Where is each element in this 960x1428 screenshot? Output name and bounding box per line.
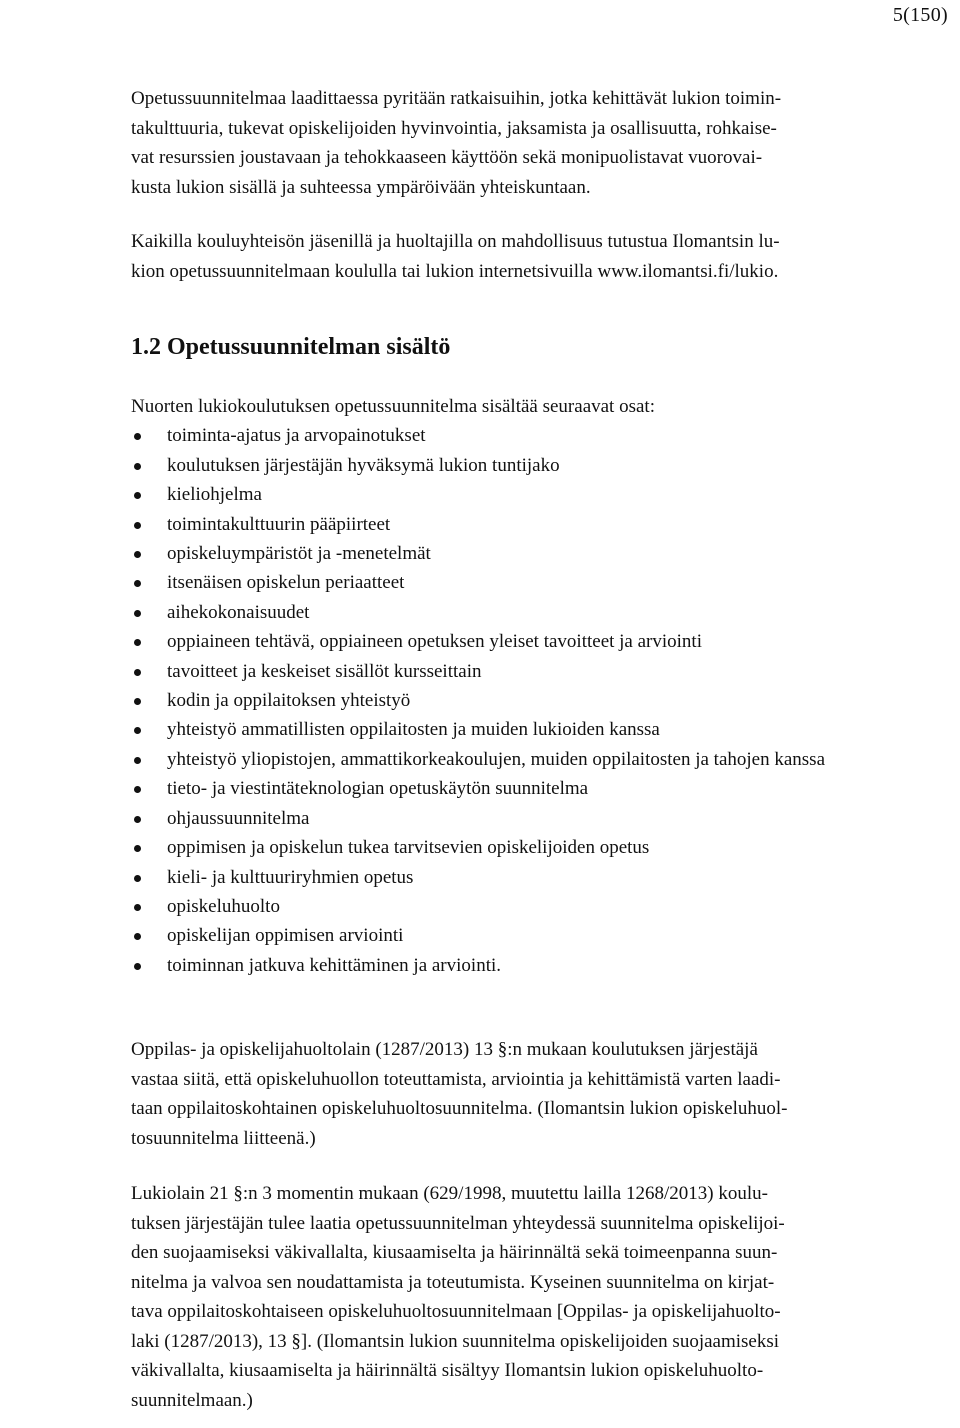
bullet-icon (134, 610, 141, 617)
list-item-text: toimintakulttuurin pääpiirteet (167, 513, 391, 535)
list-item (131, 510, 954, 539)
welfare-law-paragraph (131, 1035, 954, 1153)
text-line: nitelma ja valvoa sen noudattamista ja toteutumista. Kyseinen suunnitelma on kirjat- (131, 1271, 775, 1293)
bullet-icon (134, 580, 141, 587)
bullet-icon (134, 433, 141, 440)
bullet-icon (134, 698, 141, 705)
text-line: Kaikilla kouluyhteisön jäsenillä ja huoltajilla on mahdollisuus tutustua Ilomantsin lu- (131, 231, 780, 252)
bullet-icon (134, 757, 141, 764)
intro-paragraph-2 (131, 227, 954, 286)
upper-secondary-law-paragraph (131, 1179, 954, 1415)
list-item-text: toiminta-ajatus ja arvopainotukset (167, 425, 426, 447)
text-line: kusta lukion sisällä ja suhteessa ympäröivään yhteiskuntaan. (131, 176, 591, 198)
bullet-icon (134, 463, 141, 470)
text-line: tava oppilaitoskohtaiseen opiskeluhuoltosuunnitelmaan [Oppilas- ja opiskelijahuolto- (131, 1301, 781, 1323)
list-item (131, 421, 954, 450)
list-item (131, 892, 954, 921)
text-line: vat resurssien joustavaan ja tehokkaaseen käyttöön sekä monipuolistavat vuorovai- (131, 147, 763, 168)
list-item-text: ohjaussuunnitelma (167, 807, 310, 829)
text-line: tuksen järjestäjän tulee laatia opetussuunnitelman yhteydessä suunnitelma opiskelijoi- (131, 1212, 785, 1234)
list-item (131, 539, 954, 568)
list-item-text: toiminnan jatkuva kehittäminen ja arviointi. (167, 954, 502, 976)
list-item (131, 686, 954, 715)
bullet-icon (134, 845, 141, 852)
list-item (131, 627, 954, 656)
list-item (131, 921, 954, 950)
text-line: Opetussuunnitelmaa laadittaessa pyritään ratkaisuihin, jotka kehittävät lukion toimin- (131, 88, 782, 109)
list-item (131, 568, 954, 597)
curriculum-contents-list (131, 421, 954, 980)
bullet-icon (134, 492, 141, 499)
list-item-text: opiskeluympäristöt ja -menetelmät (167, 543, 431, 565)
list-item-text: kodin ja oppilaitoksen yhteistyö (167, 690, 411, 712)
bullet-icon (134, 816, 141, 823)
list-item (131, 804, 954, 833)
list-item-text: itsenäisen opiskelun periaatteet (167, 572, 405, 594)
text-line: kion opetussuunnitelmaan koululla tai lukion internetsivuilla www.ilomantsi.fi/lukio. (131, 260, 779, 282)
list-item-text: aihekokonaisuudet (167, 601, 310, 623)
list-item-text: tieto- ja viestintäteknologian opetuskäytön suunnitelma (167, 778, 589, 800)
text-line: suunnitelmaan.) (131, 1389, 253, 1411)
list-intro: Nuorten lukiokoulutuksen opetussuunnitelma sisältää seuraavat osat: (131, 396, 655, 417)
list-item-text: yhteistyö yliopistojen, ammattikorkeakoulujen, muiden oppilaitosten ja tahojen kanssa (167, 748, 826, 770)
list-item-text: kieli- ja kulttuuriryhmien opetus (167, 866, 414, 888)
bullet-icon (134, 904, 141, 911)
bullet-icon (134, 963, 141, 970)
list-item-text: tavoitteet ja keskeiset sisällöt kursseittain (167, 660, 482, 682)
bullet-icon (134, 639, 141, 646)
bullet-icon (134, 551, 141, 558)
list-item-text: koulutuksen järjestäjän hyväksymä lukion tuntijako (167, 454, 560, 476)
text-line: vastaa siitä, että opiskeluhuollon toteuttamista, arviointia ja kehittämistä varten laadi- (131, 1068, 781, 1090)
text-line: takulttuuria, tukevat opiskelijoiden hyvinvointia, jaksamista ja osallisuutta, rohkaise- (131, 117, 777, 139)
list-item (131, 833, 954, 862)
section-heading: 1.2 Opetussuunnitelman sisältö (131, 334, 451, 360)
list-item-text: kieliohjelma (167, 484, 262, 506)
bullet-icon (134, 727, 141, 734)
list-item-text: oppimisen ja opiskelun tukea tarvitsevien opiskelijoiden opetus (167, 837, 650, 859)
list-item-text: opiskelijan oppimisen arviointi (167, 925, 404, 947)
list-item-text: yhteistyö ammatillisten oppilaitosten ja muiden lukioiden kanssa (167, 719, 660, 741)
list-item-text: opiskeluhuolto (167, 895, 280, 917)
list-item (131, 451, 954, 480)
list-item (131, 598, 954, 627)
text-line: väkivallalta, kiusaamiselta ja häirinnältä sisältyy Ilomantsin lukion opiskeluhuolto- (131, 1360, 764, 1382)
list-item (131, 863, 954, 892)
list-item (131, 480, 954, 509)
list-item (131, 657, 954, 686)
list-item-text: oppiaineen tehtävä, oppiaineen opetuksen yleiset tavoitteet ja arviointi (167, 631, 702, 653)
bullet-icon (134, 933, 141, 940)
list-item (131, 774, 954, 803)
text-line: tosuunnitelma liitteenä.) (131, 1127, 316, 1149)
page-content (131, 84, 954, 1415)
list-item (131, 715, 954, 744)
text-line: Lukiolain 21 §:n 3 momentin mukaan (629/1998, muutettu lailla 1268/2013) koulu- (131, 1183, 768, 1205)
list-item (131, 951, 954, 980)
intro-paragraph-1 (131, 84, 954, 202)
bullet-icon (134, 875, 141, 882)
text-line: den suojaamiseksi väkivallalta, kiusaamiselta ja häirinnältä sekä toimeenpanna suun- (131, 1242, 778, 1264)
text-line: laki (1287/2013), 13 §]. (Ilomantsin lukion suunnitelma opiskelijoiden suojaamiseksi (131, 1330, 780, 1352)
page-number: 5(150) (892, 4, 948, 26)
list-item (131, 745, 954, 774)
bullet-icon (134, 786, 141, 793)
text-line: taan oppilaitoskohtainen opiskeluhuoltosuunnitelma. (Ilomantsin lukion opiskeluhuol- (131, 1098, 788, 1120)
bullet-icon (134, 669, 141, 676)
text-line: Oppilas- ja opiskelijahuoltolain (1287/2013) 13 §:n mukaan koulutuksen järjestäjä (131, 1039, 758, 1061)
bullet-icon (134, 522, 141, 529)
